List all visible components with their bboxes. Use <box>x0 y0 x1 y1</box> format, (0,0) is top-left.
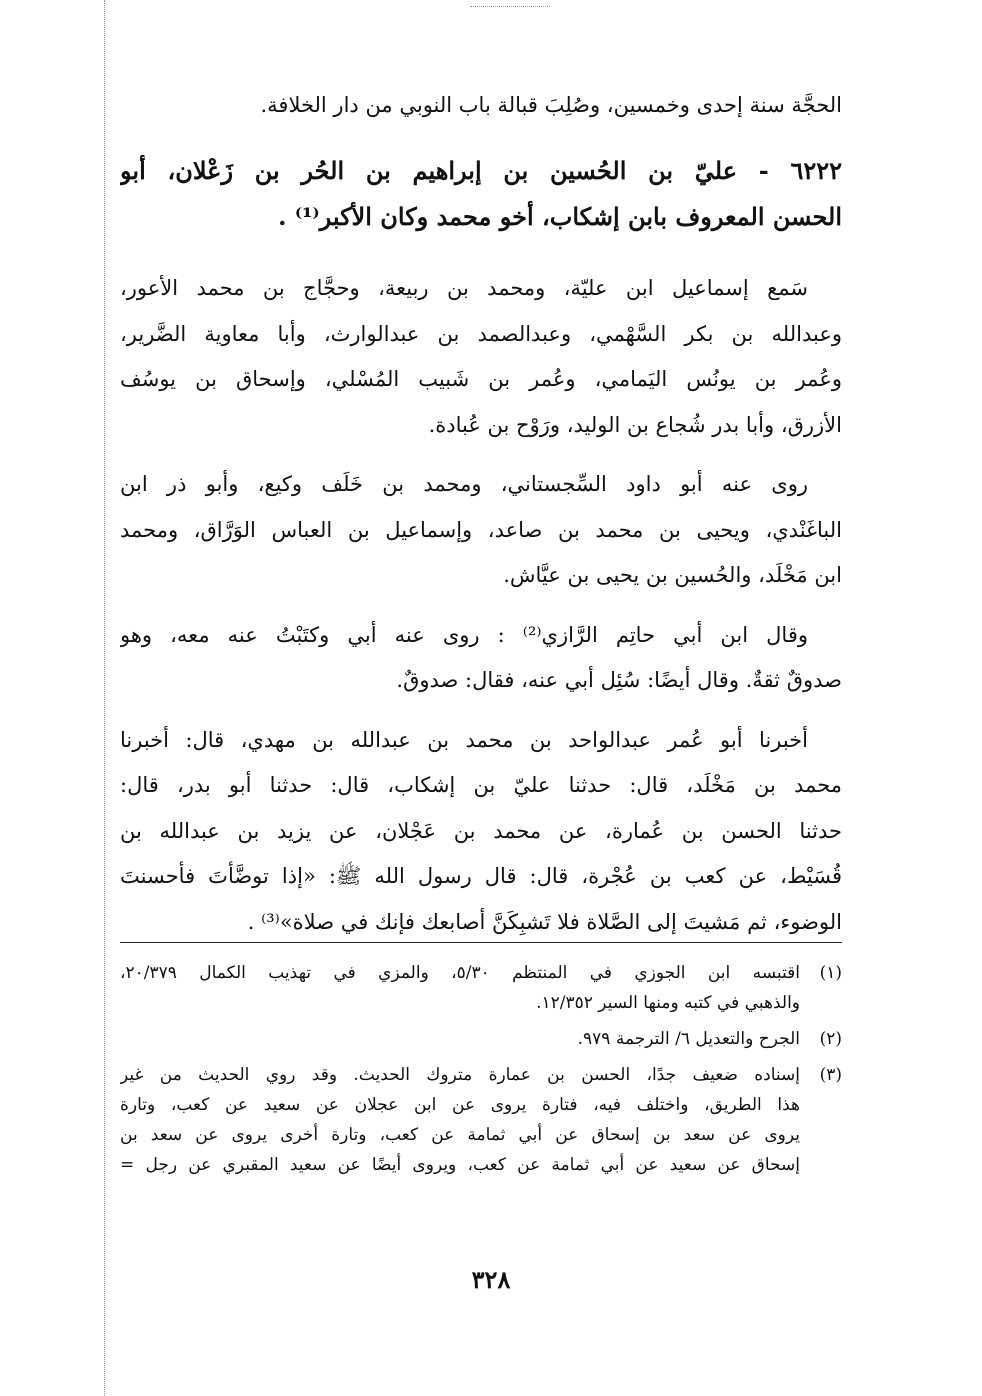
lead-line <box>120 88 842 122</box>
footnote-3 <box>120 1060 842 1180</box>
paragraph-line: حدثنا الحسن بن عُمارة، عن محمد بن عَجْلان، عن يزيد بن عبدالله بن <box>120 818 842 843</box>
paragraph-hadith <box>120 718 842 946</box>
footnote-line: يروى عن سعد بن إسحاق عن أبي ثمامة عن كعب، وتارة أخرى يروى عن سعد بن <box>120 1125 800 1145</box>
footnote-line: هذا الطريق، واختلف فيه، فتارة يروى عن ابن عجلان عن سعيد عن كعب، وتارة <box>120 1095 800 1115</box>
paragraph-line: محمد بن مَخْلَد، قال: حدثنا عليّ بن إشكاب، قال: حدثنا أبو بدر، قال: <box>120 773 842 797</box>
paragraph-line: ابن مَخْلَد، والحُسين بن يحيى بن عيَّاش. <box>503 563 842 587</box>
footnote-line: إسحاق عن سعيد عن أبي ثمامة عن كعب، ويروى أيضًا عن سعيد المقبري عن رجل = <box>120 1155 800 1175</box>
entry-heading <box>120 148 842 240</box>
lead-text: الحجَّة سنة إحدى وخمسين، وصُلِبَ قبالة باب النوبي من دار الخلافة. <box>260 93 842 117</box>
footnote-number: (٢) <box>819 1029 842 1049</box>
footnote-line: اقتبسه ابن الجوزي في المنتظم ٥/٣٠، والمزي في تهذيب الكمال ٢٠/٣٧٩، <box>120 963 800 983</box>
footnote-text <box>120 1024 800 1054</box>
footnote-line: إسناده ضعيف جدًا، الحسن بن عمارة متروك الحديث. وقد روي الحديث من غير <box>120 1065 800 1085</box>
scan-top-mark <box>470 0 550 7</box>
paragraph-line: وعُمر بن يونُس اليَمامي، وعُمر بن شَبيب المُسْلي، وإسحاق بن يوسُف <box>120 367 842 391</box>
footnotes <box>120 958 842 1180</box>
paragraph-line: وقال ابن أبي حاتِم الرَّازي⁽²⁾ : روى عنه أبي وكتَبْتُ عنه معه، وهو <box>120 622 808 647</box>
paragraph-line: روى عنه أبو داود السِّجستاني، ومحمد بن خَلَف وكيع، وأبو ذر ابن <box>120 472 808 496</box>
footnote-line: والذهبي في كتبه ومنها السير ١٢/٣٥٢. <box>536 993 800 1013</box>
page-number: ٣٢٨ <box>471 1265 511 1294</box>
footnote-divider <box>120 942 842 943</box>
paragraph-line: سَمع إسماعيل ابن عليّة، ومحمد بن ربيعة، وحجَّاج بن محمد الأعور، <box>120 276 808 300</box>
paragraph-teachers <box>120 266 842 448</box>
paragraph-line: وعبدالله بن بكر السَّهْمي، وعبدالصمد بن عبدالوارث، وأبا معاوية الضَّرير، <box>120 321 842 346</box>
scan-margin-edge <box>104 0 105 1396</box>
footnote-number: (٣) <box>819 1065 842 1085</box>
footnote-number: (١) <box>819 963 842 983</box>
paragraph-line: أخبرنا أبو عُمر عبدالواحد بن محمد بن عبدالله بن مهدي، قال: أخبرنا <box>120 727 808 752</box>
entry-heading-line: ٦٢٢٢ - عليّ بن الحُسين بن إبراهيم بن الحُر بن زَعْلان، أبو <box>120 156 842 185</box>
footnote-1 <box>120 958 842 1018</box>
paragraph-line: الباغَنْدي، ويحيى بن محمد بن صاعد، وإسماعيل بن العباس الوَرَّاق، ومحمد <box>120 517 842 542</box>
entry-heading-line: الحسن المعروف بابن إشكاب، أخو محمد وكان الأكبر⁽¹⁾ . <box>278 202 842 231</box>
paragraph-line: قُسَيْط، عن كعب بن عُجْرة، قال: قال رسول الله ﷺ: «إذا توضَّأتَ فأحسنتَ <box>120 864 842 888</box>
paragraph-line: الوضوء، ثم مَشيتَ إلى الصَّلاة فلا تَشبِكَنَّ أصابعك فإنك في صلاة»⁽³⁾ . <box>247 909 842 934</box>
footnote-line: الجرح والتعديل ٦/ الترجمة ٩٧٩. <box>577 1029 800 1049</box>
page-body <box>120 88 842 945</box>
footnote-text <box>120 1060 800 1180</box>
paragraph-assessment <box>120 613 842 704</box>
footnote-2 <box>120 1024 842 1054</box>
paragraph-students <box>120 462 842 599</box>
paragraph-line: الأزرق، وأبا بدر شُجاع بن الوليد، ورَوْح بن عُبادة. <box>428 412 842 437</box>
footnote-text <box>120 958 800 1018</box>
paragraph-line: صدوقٌ ثقةٌ. وقال أيضًا: سُئِل أبي عنه، فقال: صدوقٌ. <box>396 668 842 692</box>
